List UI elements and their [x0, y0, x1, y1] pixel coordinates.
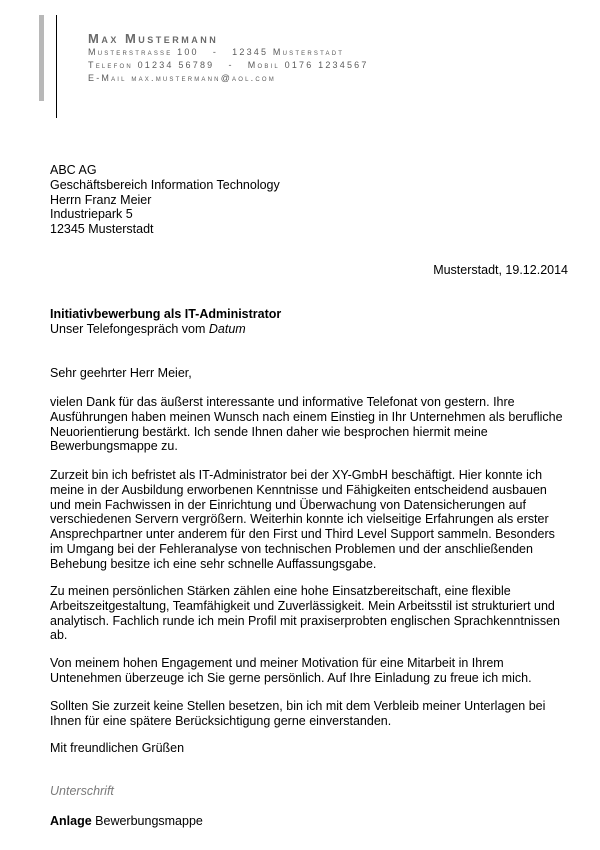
closing-text: Mit freundlichen Grüßen: [50, 741, 185, 755]
paragraph-line: Arbeitszeitgestaltung, Teamfähigkeit und Zuverlässigkeit. Mein Arbeitsstil ist strukturiert und: [50, 598, 555, 613]
sender-address: Musterstrasse 100 - 12345 Musterstadt: [88, 47, 345, 57]
paragraph-line: Ansprechpartner unter anderem für den First und Third Level Support sammeln. Besonders: [50, 527, 555, 542]
sender-block: [88, 32, 369, 85]
recipient-address: [50, 163, 280, 237]
closing: [50, 741, 570, 756]
paragraph-line: Bewerbungsmappe zu.: [50, 439, 178, 454]
subject-reference-text: Unser Telefongespräch vom: [50, 321, 209, 336]
subject-block: [50, 307, 281, 337]
paragraph-line: Von meinem hohen Engagement und meiner Motivation für eine Mitarbeit in Ihrem: [50, 656, 504, 670]
sender-name: Max Mustermann: [88, 31, 219, 46]
recipient-line: ABC AG: [50, 163, 97, 177]
paragraph-line: Sollten Sie zurzeit keine Stellen besetzen, bin ich mit dem Verbleib meiner Unterlagen bei: [50, 699, 546, 713]
paragraph-1: [50, 395, 570, 454]
sender-phone: Telefon 01234 56789 - Mobil 0176 1234567: [88, 60, 369, 70]
subject-reference-placeholder: Datum: [208, 321, 246, 336]
paragraph-2: [50, 468, 570, 572]
salutation-text: Sehr geehrter Herr Meier,: [50, 366, 192, 380]
recipient-line: Industriepark 5: [50, 207, 133, 222]
paragraph-line: Untenehmen überzeuge ich Sie gerne persönlich. Auf Ihre Einladung zu freue ich mich.: [50, 670, 532, 685]
paragraph-line: ab.: [50, 628, 68, 643]
paragraph-3: [50, 584, 570, 643]
enclosure-label: Anlage: [50, 814, 92, 828]
recipient-line: Herrn Franz Meier: [50, 192, 152, 207]
paragraph-line: Behebung besitze ich eine sehr schnelle Auffassungsgabe.: [50, 556, 377, 571]
sender-email: E-Mail max.mustermann@aol.com: [88, 73, 276, 83]
paragraph-line: verschiedenen Servern vergrößern. Weiterhin konnte ich vielseitige Erfahrungen als erster: [50, 512, 549, 527]
paragraph-line: Zu meinen persönlichen Stärken zählen eine hohe Einsatzbereitschaft, eine flexible: [50, 584, 511, 598]
letter-date: Musterstadt, 19.12.2014: [433, 263, 568, 277]
signature-placeholder: Unterschrift: [50, 784, 114, 798]
enclosure-text: Bewerbungsmappe: [91, 814, 203, 828]
salutation: [50, 366, 570, 381]
paragraph-line: Neuorientierung bestärkt. Ich sende Ihnen daher wie besprochen hiermit meine: [50, 424, 488, 439]
paragraph-line: Zurzeit bin ich befristet als IT-Administrator bei der XY-GmbH beschäftigt. Hier konnte ich: [50, 468, 543, 482]
paragraph-line: im Umgang bei der Fehleranalyse von technischen Problemen und der anschließenden: [50, 541, 533, 556]
paragraph-5: [50, 699, 570, 729]
paragraph-line: und mein Fachwissen in der Einrichtung und Überwachung von Datensicherungen auf: [50, 497, 526, 512]
header-divider-line: [56, 15, 57, 118]
paragraph-line: Ihnen für eine spätere Berücksichtigung gerne einverstanden.: [50, 713, 392, 728]
paragraph-4: [50, 656, 570, 686]
paragraph-line: vielen Dank für das äußerst interessante und informative Telefonat von gestern. Ihre: [50, 395, 515, 409]
enclosure-line: [50, 814, 203, 828]
recipient-line: Geschäftsbereich Information Technology: [50, 177, 280, 192]
subject-reference: [50, 322, 281, 337]
subject-title: Initiativbewerbung als IT-Administrator: [50, 307, 282, 321]
paragraph-line: analytisch. Fachlich runde ich mein Profil mit praxiserprobten englischen Sprachkenntnissen: [50, 613, 560, 628]
paragraph-line: meine in der Ausbildung erworbenen Kenntnisse und Fähigkeiten entscheidend ausbauen: [50, 482, 547, 497]
recipient-line: 12345 Musterstadt: [50, 222, 154, 237]
paragraph-line: Ausführungen haben meinen Wunsch nach einem Einstieg in Ihr Unternehmen als berufliche: [50, 409, 563, 424]
header-accent-bar: [39, 15, 44, 101]
